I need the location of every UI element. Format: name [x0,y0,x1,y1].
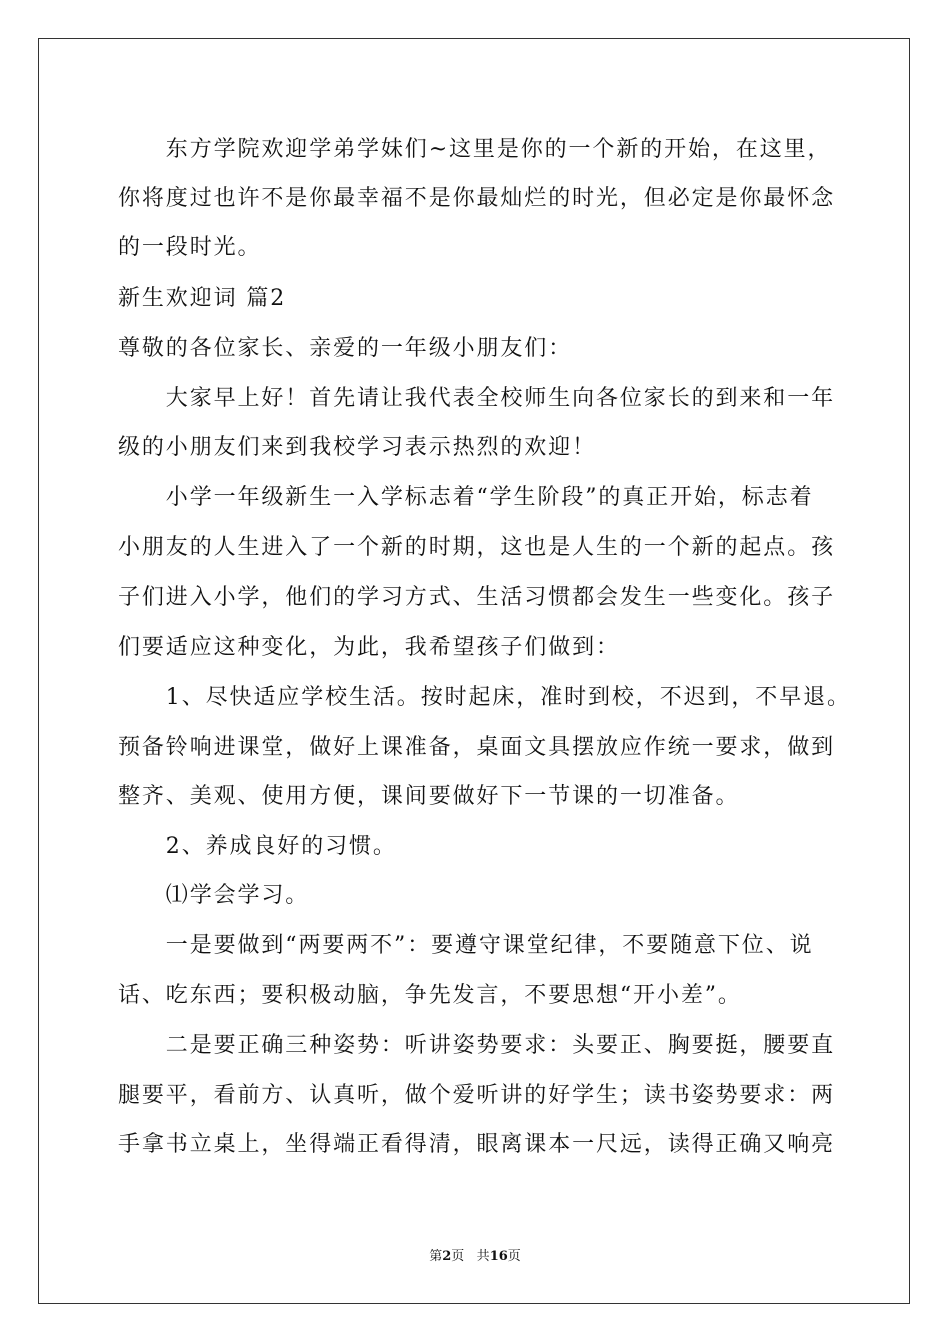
section-heading: 新生欢迎词 篇2 [118,286,287,311]
text-line: 手拿书立桌上，坐得端正看得清，眼离课本一尺远，读得正确又响亮 [118,1132,836,1157]
text-line: 你将度过也许不是你最幸福不是你最灿烂的时光，但必定是你最怀念 [118,186,836,211]
page-number-suffix: 页 [451,1249,465,1264]
salutation: 尊敬的各位家长、亲爱的一年级小朋友们： [118,336,573,361]
page-footer [0,1248,950,1266]
text-line: 级的小朋友们来到我校学习表示热烈的欢迎！ [118,435,597,460]
text-line: 二是要正确三种姿势：听讲姿势要求：头要正、胸要挺，腰要直 [118,1033,836,1058]
page-number-current: 2 [442,1249,452,1264]
page-total-suffix: 页 [507,1249,521,1264]
text-line: 预备铃响进课堂，做好上课准备，桌面文具摆放应作统一要求，做到 [118,735,836,760]
text-line: 小朋友的人生进入了一个新的时期，这也是人生的一个新的起点。孩 [118,535,836,560]
text-line: ⑴学会学习。 [118,883,310,908]
text-line: 2、养成良好的习惯。 [118,834,397,859]
text-line: 们要适应这种变化，为此，我希望孩子们做到： [118,635,620,660]
page-number-prefix: 第 [429,1249,443,1264]
text-line: 小学一年级新生一入学标志着“学生阶段”的真正开始，标志着 [118,485,814,510]
text-line: 东方学院欢迎学弟学妹们~这里是你的一个新的开始，在这里， [118,137,832,162]
page-total-count: 16 [489,1249,508,1264]
text-line: 的一段时光。 [118,235,262,260]
text-line: 子们进入小学，他们的学习方式、生活习惯都会发生一些变化。孩子 [118,585,836,610]
text-line: 整齐、美观、使用方便，课间要做好下一节课的一切准备。 [118,784,740,809]
page-total-prefix: 共 [476,1249,490,1264]
text-line: 话、吃东西；要积极动脑，争先发言，不要思想“开小差”。 [118,983,742,1008]
text-line: 腿要平，看前方、认真听，做个爱听讲的好学生；读书姿势要求：两 [118,1083,836,1108]
text-line: 1、尽快适应学校生活。按时起床，准时到校，不迟到，不早退。 [118,685,851,710]
text-line: 大家早上好！首先请让我代表全校师生向各位家长的到来和一年 [118,386,836,411]
text-line: 一是要做到“两要两不”：要遵守课堂纪律，不要随意下位、说 [118,933,814,958]
page-border [38,38,910,1304]
